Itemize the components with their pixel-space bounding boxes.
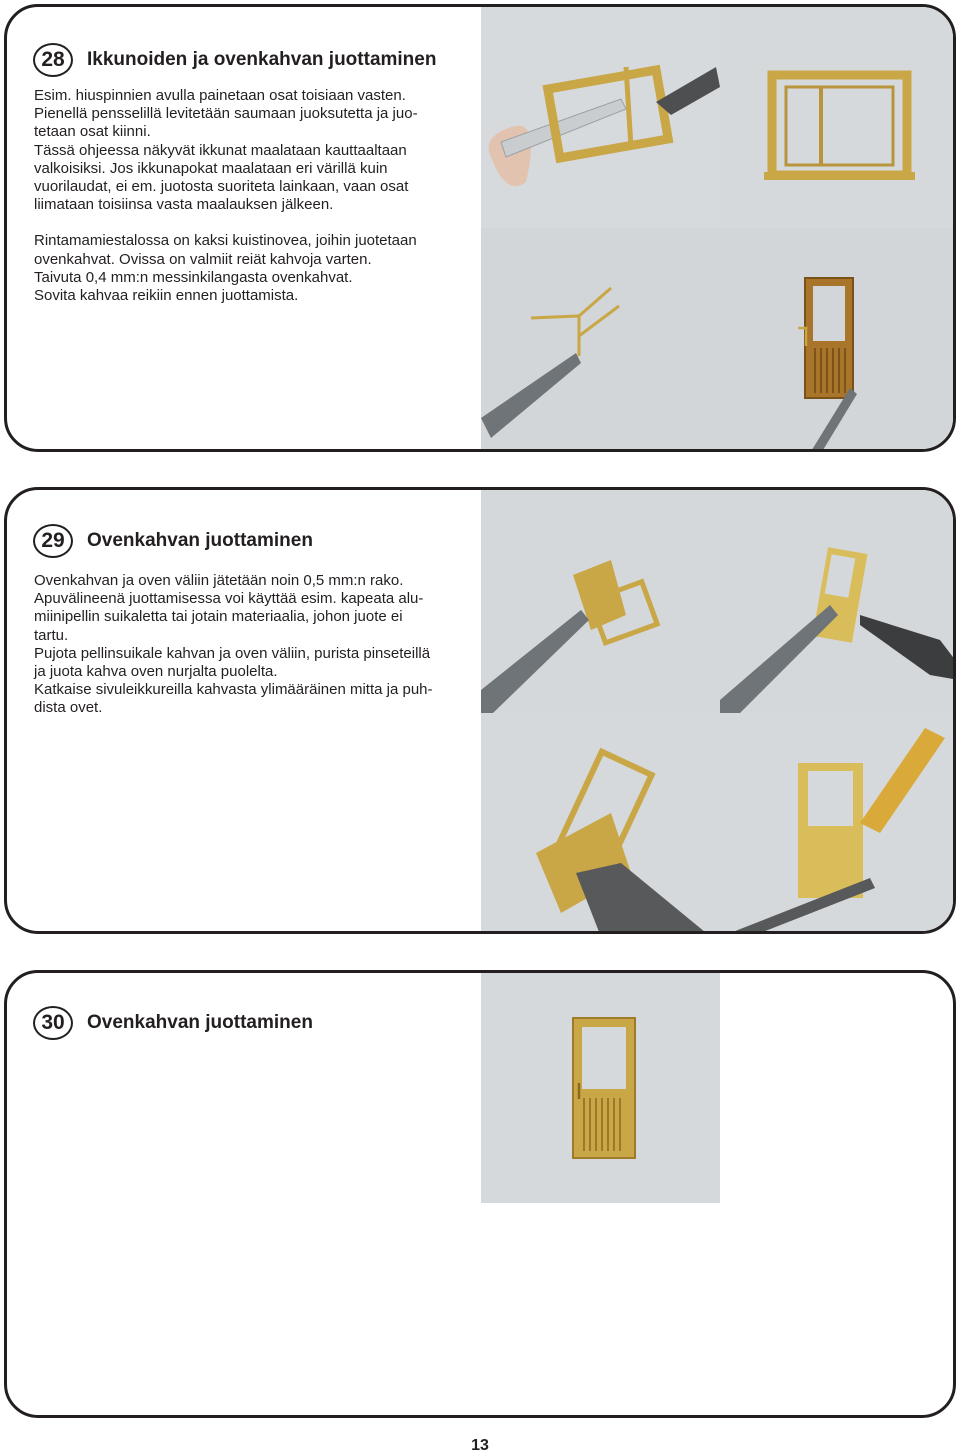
step-title: Ikkunoiden ja ovenkahvan juottaminen [87, 49, 437, 70]
photo-wire-handle [481, 228, 720, 452]
step-28-heading [33, 43, 436, 77]
text-line: Rintamamiestalossa on kaksi kuistinovea, joihin juotetaan [34, 232, 417, 250]
step-29-panel [4, 487, 956, 934]
text-line: dista ovet. [34, 699, 103, 717]
text-line: ovenkahvat. Ovissa on valmiit reiät kahvoja varten. [34, 250, 372, 268]
step-29-photos [481, 490, 956, 931]
text-line: Pujota pellinsuikale kahvan ja oven väliin, purista pinseteillä [34, 644, 431, 662]
step-title: Ovenkahvan juottaminen [87, 530, 313, 551]
text-line: Apuvälineenä juottamisessa voi käyttää esim. kapeata alu- [34, 590, 424, 608]
text-line: Taivuta 0,4 mm:n messinkilangasta ovenkahvat. [34, 268, 353, 286]
step-number-badge: 28 [33, 43, 73, 77]
step-29-instructions [34, 572, 474, 718]
text-line: liimataan toisiinsa vasta maalauksen jälkeen. [34, 196, 334, 214]
text-line: Tässä ohjeessa näkyvät ikkunat maalataan kauttaaltaan [34, 141, 407, 159]
page-number: 13 [471, 1437, 489, 1454]
photo-cleaning-door [720, 713, 956, 934]
photo-cutting-handle [481, 713, 720, 934]
step-30-panel [4, 970, 956, 1418]
step-29-heading [33, 524, 313, 558]
text-line: valkoisiksi. Jos ikkunapokat maalataan eri värillä kuin [34, 159, 388, 177]
photo-window-soldering [481, 7, 720, 228]
step-28-text [7, 7, 481, 449]
step-number-badge: 30 [33, 1006, 73, 1040]
text-line: tetaan osat kiinni. [34, 123, 151, 141]
step-30-photos [481, 973, 956, 1415]
photo-door-handle [720, 228, 956, 452]
text-line [34, 214, 474, 232]
photo-door-tweezers [481, 490, 720, 713]
text-line: tartu. [34, 626, 69, 644]
step-title: Ovenkahvan juottaminen [87, 1012, 313, 1033]
step-29-text [7, 490, 481, 931]
photo-window-finished [720, 7, 956, 228]
step-28-photos [481, 7, 956, 449]
photo-finished-door [481, 973, 720, 1203]
text-line: Sovita kahvaa reikiin ennen juottamista. [34, 287, 299, 305]
step-28-panel [4, 4, 956, 452]
text-line: Esim. hiuspinnien avulla painetaan osat toisiaan vasten. [34, 87, 406, 104]
step-28-instructions [34, 87, 474, 305]
step-30-heading [33, 1006, 313, 1040]
step-number-badge: 29 [33, 524, 73, 558]
text-line: Katkaise sivuleikkureilla kahvasta ylimääräinen mitta ja puh- [34, 681, 433, 699]
text-line: Ovenkahvan ja oven väliin jätetään noin 0,5 mm:n rako. [34, 572, 404, 589]
text-line: vuorilaudat, ei em. juotosta suoriteta lainkaan, vaan osat [34, 178, 409, 196]
text-line: ja juota kahva oven nurjalta puolelta. [34, 663, 278, 681]
step-30-text [7, 973, 481, 1415]
text-line: Pienellä pensselillä levitetään saumaan juoksutetta ja juo- [34, 105, 418, 123]
photo-door-soldering-iron [720, 490, 956, 713]
text-line: miinipellin suikaletta tai jotain materiaalia, johon juote ei [34, 608, 403, 626]
